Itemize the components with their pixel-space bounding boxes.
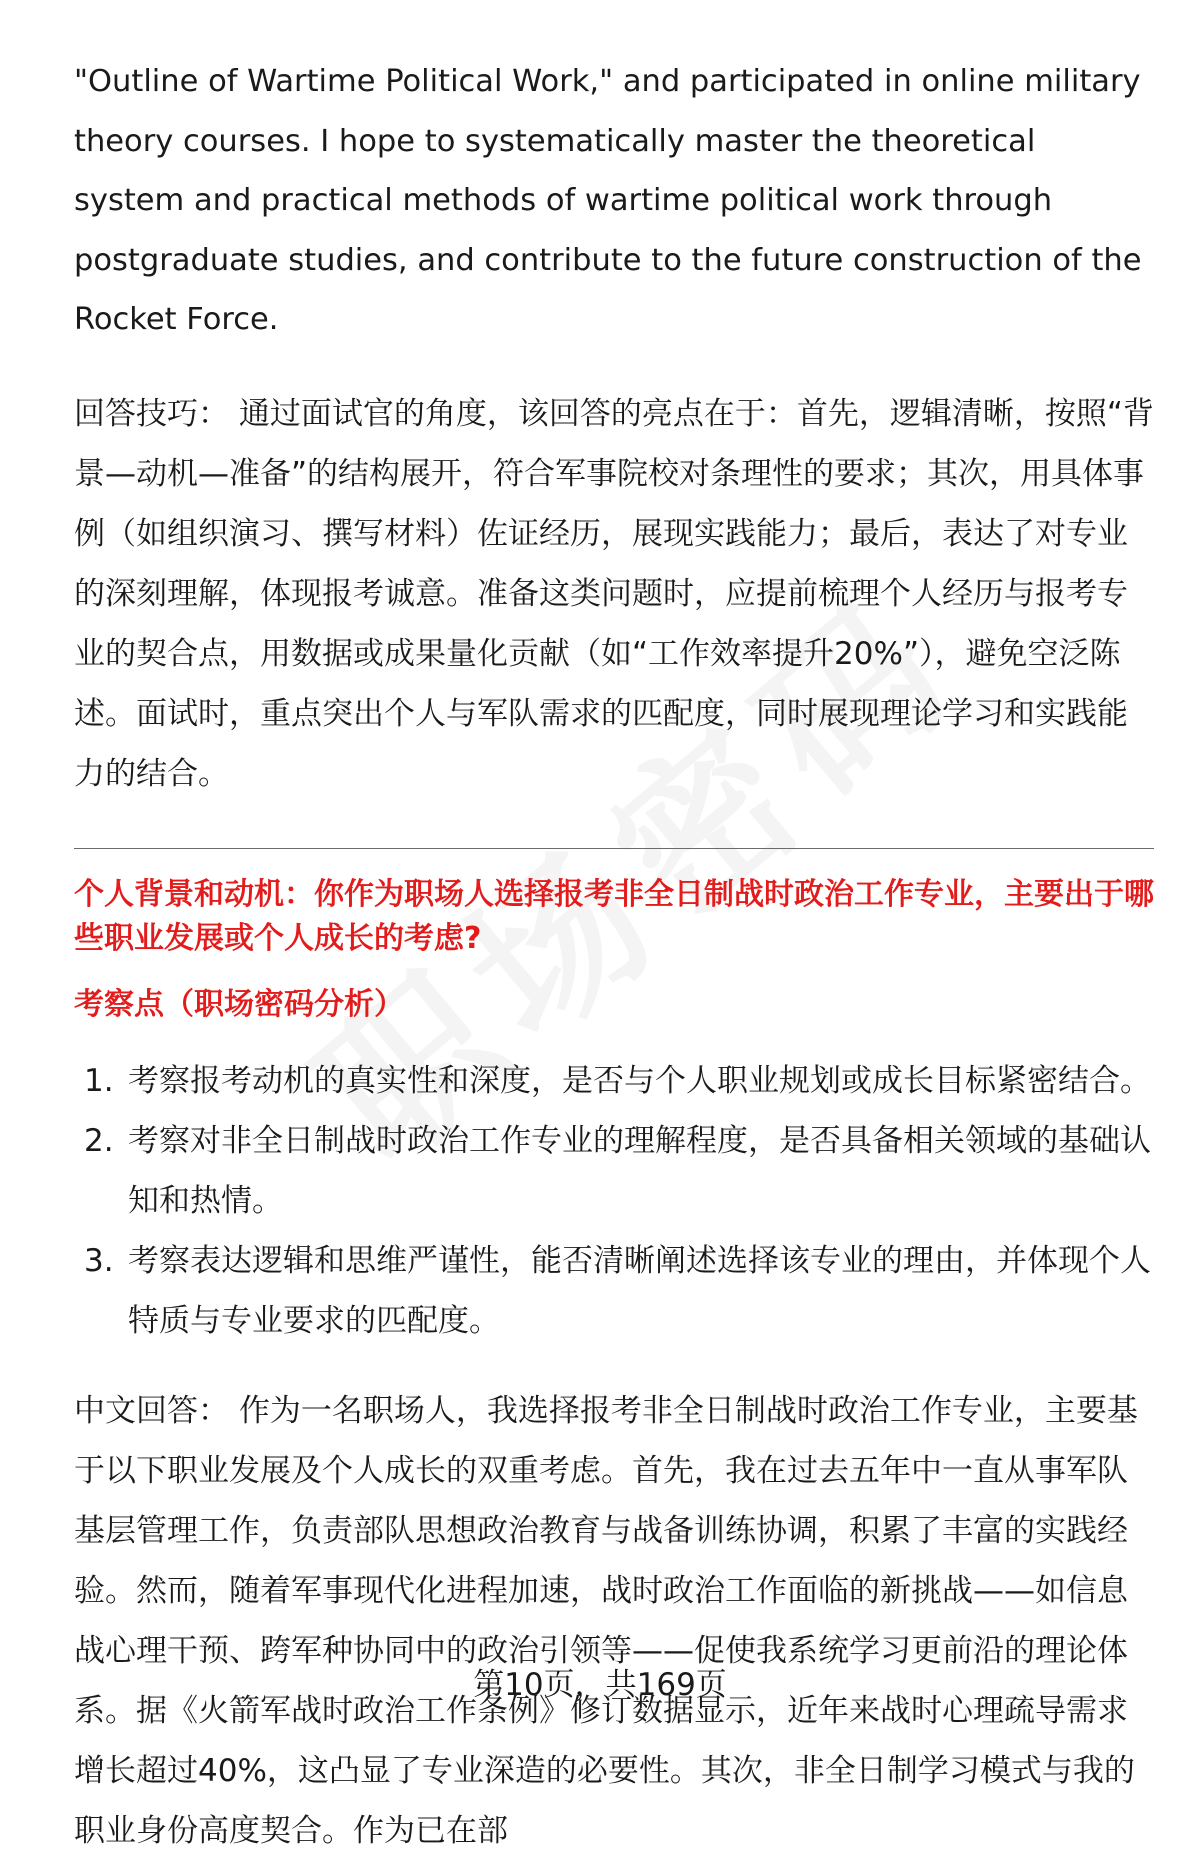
list-item-number: 2. [84,1122,114,1159]
question-title: 个人背景和动机：你作为职场人选择报考非全日制战时政治工作专业，主要出于哪些职业发展或个人成长的考虑? [74,876,1154,956]
tips-paragraph: 回答技巧： 通过面试官的角度，该回答的亮点在于：首先，逻辑清晰，按照“背景—动机—准备”的结构展开，符合军事院校对条理性的要求；其次，用具体事例（如组织演习、撰写材料）佐证经历，展现实践能力；最后，表达了对专业的深刻理解，体现报考诚意。准备这类问题时，应提前梳理个人经历与报考专业的契合点，用数据或成果量化贡献（如“工作效率提升20%”），避免空泛陈述。面试时，重点突出个人与军队需求的匹配度，同时展现理论学习和实践能力的结合。 [74,395,1154,792]
answer-paragraph: 中文回答： 作为一名职场人，我选择报考非全日制战时政治工作专业，主要基于以下职业发展及个人成长的双重考虑。首先，我在过去五年中一直从事军队基层管理工作，负责部队思想政治教育与战备训练协调，积累了丰富的实践经验。然而，随着军事现代化进程加速，战时政治工作面临的新挑战——如信息战心理干预、跨军种协同中的政治引领等——促使我系统学习更前沿的理论体系。据《火箭军战时政治工作条例》修订数据显示，近年来战时心理疏导需求增长超过40%，这凸显了专业深造的必要性。其次，非全日制学习模式与我的职业身份高度契合。作为已在部 [74,1392,1138,1849]
list-item [74,1231,1154,1351]
list-item-number: 3. [84,1242,114,1279]
assessment-points-list [74,1051,1154,1351]
list-item [74,1111,1154,1231]
document-body [74,52,1154,1861]
section-divider [74,848,1154,849]
list-item [74,1051,1154,1111]
list-item-text: 考察对非全日制战时政治工作专业的理解程度，是否具备相关领域的基础认知和热情。 [128,1122,1151,1219]
assessment-subtitle: 考察点（职场密码分析） [74,986,404,1022]
list-item-number: 1. [84,1062,114,1099]
intro-paragraph: "Outline of Wartime Political Work," and participated in online military theory courses. I hope to systematically master the theoretical system and practical methods of wartime political work through postgraduate studies, and contribute to the future construction of the Rocket Force. [74,64,1142,337]
list-item-text: 考察报考动机的真实性和深度，是否与个人职业规划或成长目标紧密结合。 [128,1062,1151,1099]
list-item-text: 考察表达逻辑和思维严谨性，能否清晰阐述选择该专业的理由，并体现个人特质与专业要求的匹配度。 [128,1242,1151,1339]
page-footer: 第10页，共169页 [473,1667,727,1703]
